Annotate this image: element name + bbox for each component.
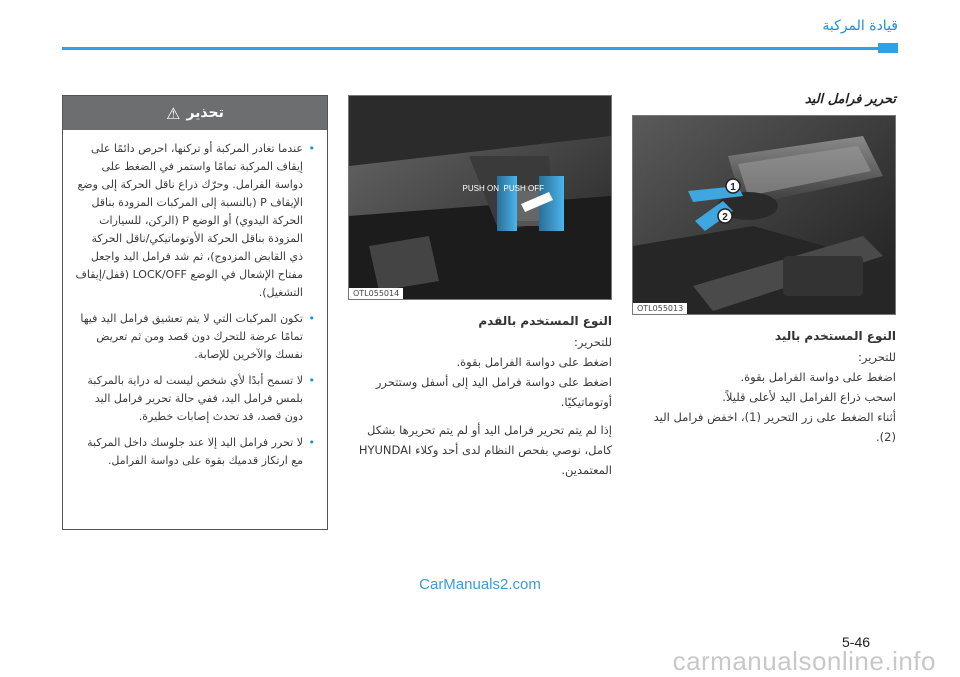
- paragraph: اسحب ذراع الفرامل اليد لأعلى قليلاً.: [722, 390, 896, 404]
- hand-lever-figure: [632, 115, 896, 315]
- subheading: النوع المستخدم باليد: [774, 329, 896, 343]
- warning-title-bar: [63, 96, 327, 130]
- release-parking-brake-section: [634, 92, 896, 447]
- figure-code: OTL055013: [633, 303, 687, 314]
- hand-lever-illustration: [633, 116, 895, 314]
- page-number: 5-46: [842, 634, 871, 650]
- paragraph: أثناء الضغط على زر التحرير (1)، اخفض فرامل اليد (2).: [653, 410, 896, 444]
- figure-code: OTL055014: [349, 288, 403, 299]
- paragraph: اضغط على دواسة فرامل اليد إلى أسفل وستتحرر أوتوماتيكيًا.: [375, 375, 612, 409]
- foot-pedal-illustration: [349, 96, 611, 299]
- callout-2-label: 2: [722, 212, 728, 223]
- callout-1-label: 1: [730, 182, 736, 193]
- warning-triangle-icon: ⚠: [166, 103, 181, 123]
- header-rule: [62, 47, 898, 50]
- section-heading: تحرير فرامل اليد: [804, 92, 896, 107]
- page-header-title: قيادة المركبة: [822, 18, 898, 34]
- service-note: إذا لم يتم تحرير فرامل اليد أو لم يتم تحريرها بشكل كامل، نوصي بفحص النظام لدى أحد وكلاء HYUNDAI المعتمدين.: [358, 423, 612, 477]
- warning-item: • تكون المركبات التي لا يتم تعشيق فرامل اليد فيها تمامًا عرضة للتحرك دون قصد ومن ثم تعريض نفسك والآخرين للإصابة.: [75, 310, 315, 364]
- warning-item: • لا تحرر فرامل اليد إلا عند جلوسك داخل المركبة مع ارتكاز قدميك بقوة على دواسة الفرامل.: [75, 434, 315, 470]
- push-off-label: PUSH OFF: [503, 184, 544, 193]
- warning-list: [63, 130, 327, 470]
- warning-item: • لا تسمح أبدًا لأي شخص ليست له دراية بالمركبة بلمس فرامل اليد، ففي حالة تحرير فرامل اليد دون قصد، قد تحدث إصابات خطيرة.: [75, 372, 315, 426]
- paragraph: اضغط على دواسة الفرامل بقوة.: [456, 355, 612, 369]
- foot-pedal-figure: [348, 95, 612, 300]
- subheading: النوع المستخدم بالقدم: [478, 314, 612, 328]
- warning-title: تحذير: [186, 105, 224, 121]
- warning-item: • عندما تغادر المركبة أو تركنها، احرص دائمًا على إيقاف المركبة تمامًا واستمر في الضغط على دواسة الفرامل. وحرّك ذراع ناقل الحركة إلى وضع الإيقاف P (بالنسبة إلى المركبات المزودة بناقل الحركة اليدوي) أو الوضع P (الركن، للسيارات المزودة بناقل الحركة الأوتوماتيكي/ناقل الحركة ذي القابض المزدوج)، ثم شد فرامل اليد واجعل مفتاح الإشعال في الوضع LOCK/OFF (قفل/إيقاف التشغيل).: [75, 140, 315, 302]
- paragraph: للتحرير:: [574, 335, 612, 349]
- footer-watermark: carmanualsonline.info: [672, 646, 936, 676]
- carmanuals-watermark: CarManuals2.com: [419, 576, 541, 593]
- paragraph: للتحرير:: [858, 350, 896, 364]
- paragraph: اضغط على دواسة الفرامل بقوة.: [740, 370, 896, 384]
- push-on-label: PUSH ON: [462, 184, 499, 193]
- warning-box: [62, 95, 328, 530]
- foot-type-section: [348, 95, 612, 480]
